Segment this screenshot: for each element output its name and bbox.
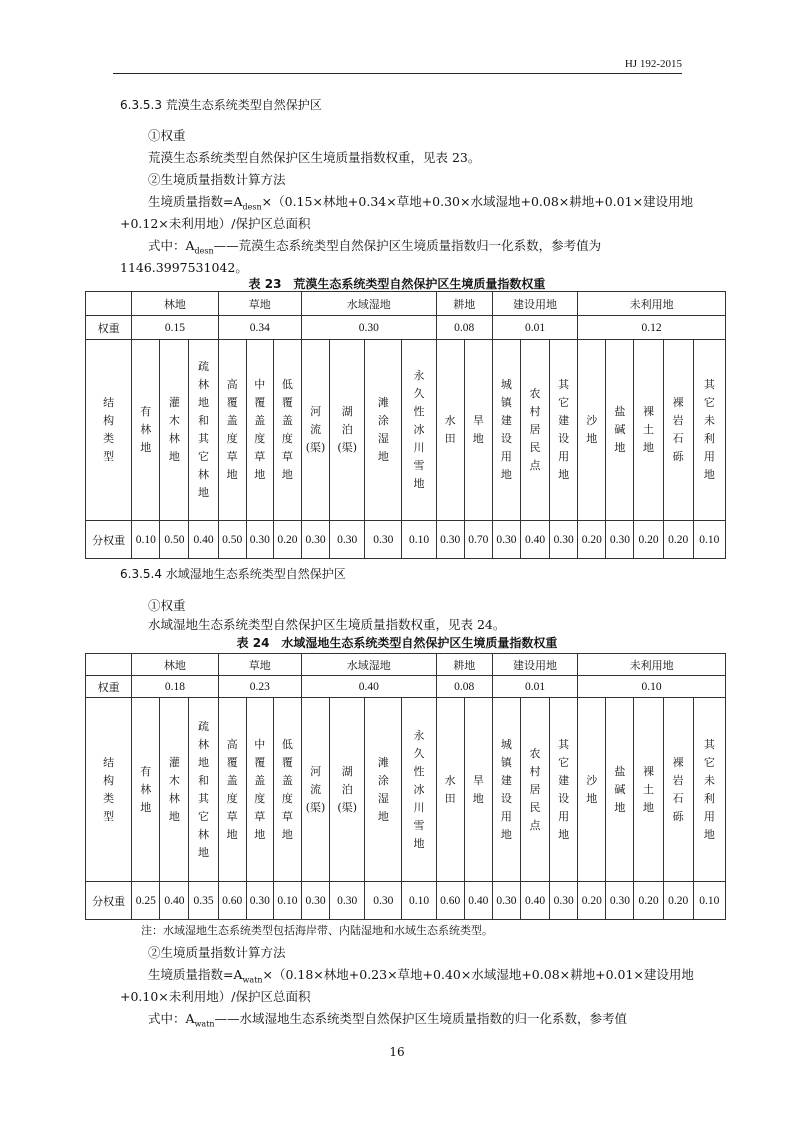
sub-weight: 0.30 [550, 882, 578, 920]
sub-weight: 0.60 [436, 882, 464, 920]
sub-weight: 0.30 [492, 521, 520, 559]
group-weight: 0.30 [302, 316, 437, 340]
structure-type: 湖 泊 (渠) [330, 698, 365, 882]
sub-weight: 0.30 [606, 521, 634, 559]
sub-weight: 0.40 [520, 882, 549, 920]
structure-type: 其 它 未 利 用 地 [693, 698, 725, 882]
structure-type: 低 覆 盖 度 草 地 [273, 340, 301, 521]
sub-weight: 0.30 [246, 882, 273, 920]
sub-weight: 0.25 [132, 882, 160, 920]
structure-type: 疏 林 地 和 其 它 林 地 [189, 698, 218, 882]
sub-weight: 0.10 [402, 882, 436, 920]
sub-weight: 0.30 [302, 882, 330, 920]
structure-type: 农 村 居 民 点 [520, 698, 549, 882]
sub-weight: 0.20 [663, 521, 693, 559]
group-header: 建设用地 [492, 292, 577, 316]
table-23 [85, 291, 726, 559]
sub-weight: 0.40 [520, 521, 549, 559]
group-weight: 0.12 [578, 316, 726, 340]
sub-weight: 0.40 [160, 882, 189, 920]
structure-type: 其 它 建 设 用 地 [550, 698, 578, 882]
structure-type: 滩 涂 湿 地 [365, 340, 402, 521]
sub-weight: 0.10 [693, 521, 725, 559]
group-weight: 0.08 [436, 676, 492, 698]
structure-type: 水 田 [436, 340, 464, 521]
group-header: 水域湿地 [302, 654, 437, 676]
structure-type: 旱 地 [464, 698, 492, 882]
table-24-note: 注：水域湿地生态系统类型包括海岸带、内陆湿地和水域生态系统类型。 [141, 924, 493, 937]
header-rule [113, 73, 682, 74]
group-weight: 0.18 [132, 676, 218, 698]
structure-type: 高 覆 盖 度 草 地 [218, 698, 246, 882]
sub-weight: 0.60 [218, 882, 246, 920]
structure-type: 河 流 (渠) [302, 698, 330, 882]
structure-type: 沙 地 [578, 340, 606, 521]
structure-type: 灌 木 林 地 [160, 698, 189, 882]
structure-type: 滩 涂 湿 地 [365, 698, 402, 882]
sub-weight: 0.30 [330, 882, 365, 920]
sub-weight: 0.30 [492, 882, 520, 920]
weight-heading-2: ①权重 [148, 598, 186, 613]
formula2-line-1: 生境质量指数$=A_{watn}\times(0.18\times$林地+0.23×草地+0.40×水域湿地+0.08×耕地+0.01×建设用地 [148, 967, 694, 985]
structure-type: 永 久 性 冰 川 雪 地 [402, 340, 436, 521]
group-weight: 0.01 [492, 676, 577, 698]
group-header: 未利用地 [578, 654, 726, 676]
group-weight: 0.15 [132, 316, 218, 340]
sub-weight: 0.20 [663, 882, 693, 920]
formula-line-1: 生境质量指数$=A_{desn}\times(0.15\times$林地+0.34×草地+0.30×水域湿地+0.08×耕地+0.01×建设用地 [148, 194, 694, 212]
sub-weight: 0.20 [578, 521, 606, 559]
group-header: 耕地 [436, 292, 492, 316]
group-header: 耕地 [436, 654, 492, 676]
structure-type: 中 覆 盖 度 草 地 [246, 340, 273, 521]
sub-weight: 0.50 [160, 521, 189, 559]
sub-weight: 0.20 [634, 521, 663, 559]
structure-type: 其 它 建 设 用 地 [550, 340, 578, 521]
sub-weight: 0.40 [189, 521, 218, 559]
definition-line-2: 1146.3997531042。 [120, 260, 248, 275]
structure-type: 盐 碱 地 [606, 340, 634, 521]
weight-label: 权重 [86, 676, 132, 698]
sub-weight: 0.10 [273, 882, 301, 920]
table-24 [85, 653, 726, 920]
structure-type: 河 流 (渠) [302, 340, 330, 521]
sub-weight: 0.10 [693, 882, 725, 920]
structure-type: 裸 土 地 [634, 698, 663, 882]
sub-weight: 0.30 [302, 521, 330, 559]
group-header: 林地 [132, 292, 218, 316]
group-header: 草地 [218, 292, 301, 316]
section-title-6353: 6.3.5.3 荒漠生态系统类型自然保护区 [120, 98, 322, 112]
structure-label: 结 构 类 型 [86, 340, 132, 521]
page-number: 16 [389, 1045, 405, 1059]
structure-type: 城 镇 建 设 用 地 [492, 340, 520, 521]
formula-line-2: +0.12×未利用地）/保护区总面积 [120, 216, 311, 231]
group-header: 水域湿地 [302, 292, 437, 316]
formula2-line-2: +0.10×未利用地）/保护区总面积 [120, 989, 311, 1004]
structure-label: 结 构 类 型 [86, 698, 132, 882]
weight-text-2: 水域湿地生态系统类型自然保护区生境质量指数权重，见表 24。 [148, 617, 506, 632]
table-24-caption: 表 24 水域湿地生态系统类型自然保护区生境质量指数权重 [236, 636, 558, 650]
sub-weight: 0.20 [578, 882, 606, 920]
sub-weight: 0.30 [246, 521, 273, 559]
sub-weight: 0.30 [365, 882, 402, 920]
sub-weight-label: 分权重 [86, 882, 132, 920]
structure-type: 裸 岩 石 砾 [663, 698, 693, 882]
group-weight: 0.40 [302, 676, 437, 698]
sub-weight: 0.35 [189, 882, 218, 920]
sub-weight: 0.70 [464, 521, 492, 559]
structure-type: 水 田 [436, 698, 464, 882]
group-weight: 0.08 [436, 316, 492, 340]
calc-heading-2: ②生境质量指数计算方法 [148, 945, 286, 960]
group-weight: 0.23 [218, 676, 301, 698]
weight-label: 权重 [86, 316, 132, 340]
structure-type: 中 覆 盖 度 草 地 [246, 698, 273, 882]
group-weight: 0.10 [578, 676, 726, 698]
weight-heading: ①权重 [148, 128, 186, 143]
calc-heading: ②生境质量指数计算方法 [148, 172, 286, 187]
structure-type: 盐 碱 地 [606, 698, 634, 882]
sub-weight: 0.10 [132, 521, 160, 559]
sub-weight: 0.30 [606, 882, 634, 920]
sub-weight-label: 分权重 [86, 521, 132, 559]
group-weight: 0.34 [218, 316, 301, 340]
structure-type: 沙 地 [578, 698, 606, 882]
definition-line-1: 式中：$A_{desn}——$荒漠生态系统类型自然保护区生境质量指数归一化系数，参考值为 [148, 238, 602, 256]
sub-weight: 0.30 [436, 521, 464, 559]
weight-text: 荒漠生态系统类型自然保护区生境质量指数权重，见表 23。 [148, 150, 481, 165]
structure-type: 有 林 地 [132, 698, 160, 882]
structure-type: 高 覆 盖 度 草 地 [218, 340, 246, 521]
group-header: 草地 [218, 654, 301, 676]
structure-type: 城 镇 建 设 用 地 [492, 698, 520, 882]
sub-weight: 0.10 [402, 521, 436, 559]
sub-weight: 0.20 [634, 882, 663, 920]
structure-type: 其 它 未 利 用 地 [693, 340, 725, 521]
group-weight: 0.01 [492, 316, 577, 340]
structure-type: 永 久 性 冰 川 雪 地 [402, 698, 436, 882]
corner-cell [86, 654, 132, 676]
structure-type: 农 村 居 民 点 [520, 340, 549, 521]
sub-weight: 0.50 [218, 521, 246, 559]
sub-weight: 0.30 [365, 521, 402, 559]
group-header: 未利用地 [578, 292, 726, 316]
sub-weight: 0.30 [550, 521, 578, 559]
structure-type: 有 林 地 [132, 340, 160, 521]
section-title-6354: 6.3.5.4 水域湿地生态系统类型自然保护区 [120, 567, 346, 581]
table-23-caption: 表 23 荒漠生态系统类型自然保护区生境质量指数权重 [248, 277, 546, 291]
structure-type: 疏 林 地 和 其 它 林 地 [189, 340, 218, 521]
structure-type: 灌 木 林 地 [160, 340, 189, 521]
structure-type: 低 覆 盖 度 草 地 [273, 698, 301, 882]
structure-type: 湖 泊 (渠) [330, 340, 365, 521]
group-header: 建设用地 [492, 654, 577, 676]
header-code: HJ 192-2015 [624, 58, 682, 70]
group-header: 林地 [132, 654, 218, 676]
sub-weight: 0.40 [464, 882, 492, 920]
structure-type: 裸 土 地 [634, 340, 663, 521]
corner-cell [86, 292, 132, 316]
definition2-line-1: 式中：$A_{watn}——$水域湿地生态系统类型自然保护区生境质量指数的归一化系数，参考值 [148, 1011, 628, 1029]
sub-weight: 0.30 [330, 521, 365, 559]
structure-type: 裸 岩 石 砾 [663, 340, 693, 521]
structure-type: 旱 地 [464, 340, 492, 521]
sub-weight: 0.20 [273, 521, 301, 559]
